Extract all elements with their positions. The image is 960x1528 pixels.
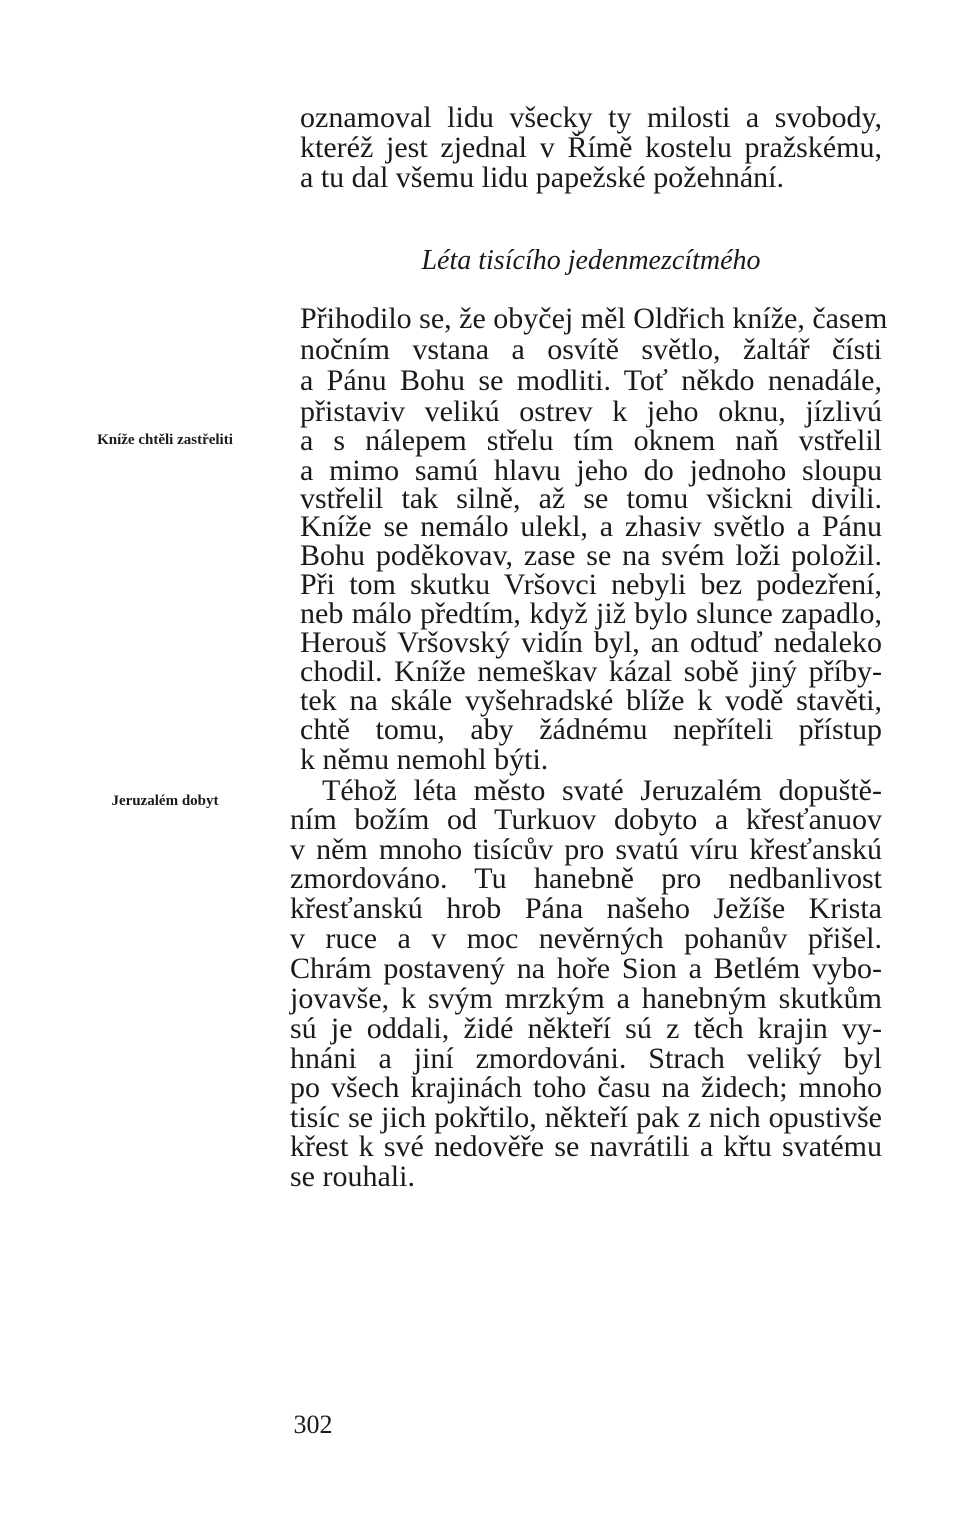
paragraph-line: tisíc se jich pokřtilo, někteří pak z nich opustivše xyxy=(290,1101,882,1134)
paragraph-line: po všech krajinách toho času na židech; mnoho xyxy=(290,1071,882,1104)
paragraph-line: Téhož léta město svaté Jeruzalém dopuště- xyxy=(322,774,882,807)
paragraph-line: zmordováno. Tu hanebně pro nedbanlivost xyxy=(290,862,882,895)
intro-line: oznamoval lidu všecky ty milosti a svobody, xyxy=(300,101,882,134)
paragraph-line: vstřelil tak silně, až se tomu všickni divili. xyxy=(300,482,882,515)
paragraph-line: hnáni a jiní zmordováni. Strach veliký byl xyxy=(290,1042,882,1075)
section-heading: Léta tisícího jedenmezcítmého xyxy=(421,245,761,276)
paragraph-line: se rouhali. xyxy=(290,1160,415,1193)
paragraph-line: křesťanskú hrob Pána našeho Ježíše Krista xyxy=(290,892,882,925)
paragraph-line: Herouš Vršovský vidín byl, an odtuď nedaleko xyxy=(300,626,882,659)
paragraph-line: a mimo samú hlavu jeho do jednoho sloupu xyxy=(300,454,882,487)
paragraph-line: křest k své nedověře se navrátili a křtu svatému xyxy=(290,1130,882,1163)
paragraph-line: k němu nemohl býti. xyxy=(300,743,549,776)
intro-line: kteréž jest zjednal v Římě kostelu pražskému, xyxy=(300,131,882,164)
paragraph-line: Přihodilo se, že obyčej měl Oldřich kníže, časem xyxy=(300,302,888,335)
paragraph-line: v ruce a v moc nevěrných pohanův přišel. xyxy=(290,922,882,955)
paragraph-line: tek na skále vyšehradské blíže k vodě stavěti, xyxy=(300,684,882,717)
paragraph-line: nočním vstana a osvítě světlo, žaltář čísti xyxy=(300,333,882,366)
paragraph-line: přistaviv velikú ostrev k jeho oknu, jízlivú xyxy=(300,395,882,428)
paragraph-line: neb málo předtím, když již bylo slunce zapadlo, xyxy=(300,597,882,630)
page-number: 302 xyxy=(293,1410,333,1439)
paragraph-line: Při tom skutku Vršovci nebyli bez podezření, xyxy=(300,568,882,601)
margin-note: Kníže chtěli zastřeliti xyxy=(97,432,233,448)
paragraph-line: a s nálepem střelu tím oknem naň vstřelil xyxy=(300,424,882,457)
paragraph-line: Chrám postavený na hoře Sion a Betlém vybo- xyxy=(290,952,882,985)
paragraph-line: chodil. Kníže nemeškav kázal sobě jiný příby- xyxy=(300,655,882,688)
paragraph-line: Kníže se nemálo ulekl, a zhasiv světlo a Pánu xyxy=(300,510,882,543)
paragraph-line: sú je oddali, židé někteří sú z těch krajin vy- xyxy=(290,1012,882,1045)
paragraph-line: ním božím od Turkuov dobyto a křesťanuov xyxy=(290,803,882,836)
paragraph-line: chtě tomu, aby žádnému nepříteli přístup xyxy=(300,713,882,746)
intro-line: a tu dal všemu lidu papežské požehnání. xyxy=(300,161,785,194)
paragraph-line: Bohu poděkovav, zase se na svém loži položil. xyxy=(300,539,882,572)
paragraph-line: a Pánu Bohu se modliti. Toť někdo nenadále, xyxy=(300,364,882,397)
paragraph-line: v něm mnoho tisícův pro svatú víru křesťanskú xyxy=(290,833,882,866)
paragraph-line: jovavše, k svým mrzkým a hanebným skutkům xyxy=(290,982,882,1015)
margin-note: Jeruzalém dobyt xyxy=(111,793,219,809)
